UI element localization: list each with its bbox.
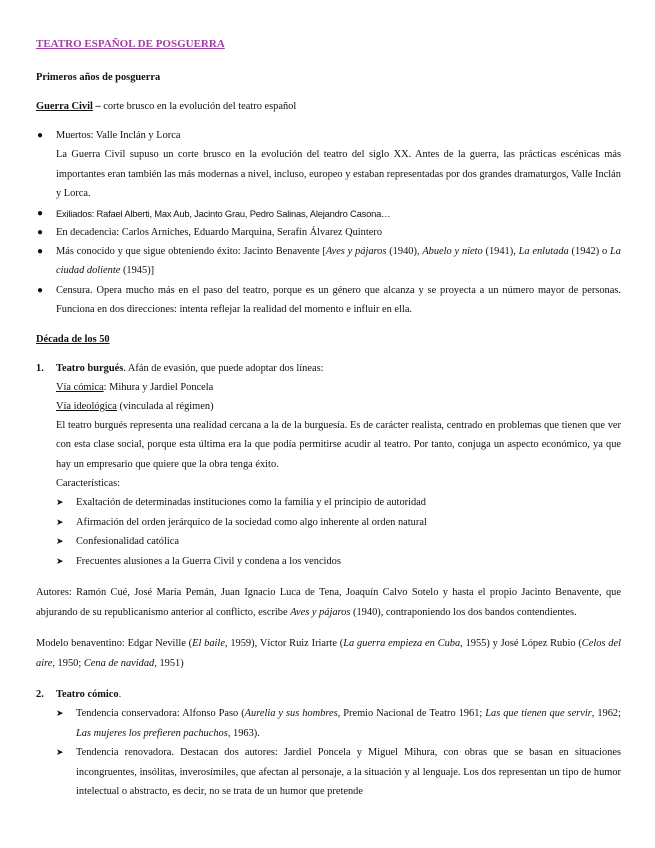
bullet-item-censura xyxy=(36,281,621,320)
bullet-item-benavente xyxy=(36,242,621,281)
posguerra-bullet-list xyxy=(36,126,621,320)
item-number: 2. xyxy=(36,689,44,700)
bullet-item-exiliados xyxy=(36,204,621,223)
arrow-bullet-icon: ➤ xyxy=(56,536,64,546)
bullet-item-muertos xyxy=(36,126,621,204)
guerra-civil-line xyxy=(36,97,621,116)
caracteristicas-label: Características: xyxy=(56,478,121,489)
document-page xyxy=(36,30,621,802)
arrow-bullet-icon: ➤ xyxy=(56,516,64,527)
item-heading: Teatro burgués. Afán de evasión, que puede adoptar dos líneas: xyxy=(56,362,324,374)
arrow-bullet-icon: ➤ xyxy=(56,708,64,718)
guerra-civil-text: corte brusco en la evolución del teatro español xyxy=(103,101,297,112)
list-item: ➤ Confesionalidad católica xyxy=(56,532,621,552)
numbered-item-teatro-burgues xyxy=(36,359,621,494)
via-ideologica: Vía ideológica (vinculada al régimen) xyxy=(56,400,214,412)
bullet-item-decadencia xyxy=(36,223,621,242)
bullet-text: Más conocido y que sigue obteniendo éxito: Jacinto Benavente [Aves y pájaros (1940), Abuelo y nieto (1941), La enlutada (1942) o La ciudad doliente (1945)] xyxy=(56,245,622,276)
arrow-bullet-icon: ➤ xyxy=(56,555,64,566)
bullet-icon: ● xyxy=(37,245,44,257)
via-comica: Vía cómica: Mihura y Jardiel Poncela xyxy=(56,381,214,393)
bullet-icon: ● xyxy=(37,207,44,219)
bullet-icon: ● xyxy=(37,130,44,141)
guerra-civil-dash: – xyxy=(92,101,104,112)
bullet-text: En decadencia: Carlos Arniches, Eduardo Marquina, Serafín Álvarez Quintero xyxy=(56,226,383,238)
bullet-text: Censura. Opera mucho más en el paso del teatro, porque es un género que alcanza y se proyecta a un número mayor de personas. Funciona en dos direcciones: intenta reflejar la realidad del momento e influir en ella. xyxy=(56,284,621,315)
item-number: 1. xyxy=(36,362,44,374)
arrow-bullet-icon: ➤ xyxy=(56,747,64,757)
list-item: ➤ Afirmación del orden jerárquico de la sociedad como algo inherente al orden natural xyxy=(56,513,621,533)
bullet-text: Muertos: Valle Inclán y Lorca xyxy=(56,130,181,141)
arrow-bullet-icon: ➤ xyxy=(56,497,64,507)
document-title: TEATRO ESPAÑOL DE POSGUERRA xyxy=(36,38,225,50)
teatro-comico-list xyxy=(36,704,621,802)
autores-paragraph: Autores: Ramón Cué, José María Pemán, Juan Ignacio Luca de Tena, Joaquín Calvo Sotelo y hasta el propio Jacinto Benavente, que abjurando de su republicanismo anterior al conflicto, escribe Aves y pájaros (1940), contraponiendo los dos bandos contendientes. xyxy=(36,587,621,618)
bullet-icon: ● xyxy=(37,226,44,238)
item-heading: Teatro cómico. xyxy=(56,689,122,700)
list-item: ➤ Exaltación de determinadas instituciones como la familia y el principio de autoridad xyxy=(56,493,621,513)
list-item: ➤ Frecuentes alusiones a la Guerra Civil y condena a los vencidos xyxy=(56,552,621,572)
section-heading-posguerra: Primeros años de posguerra xyxy=(36,72,161,83)
numbered-item-teatro-comico xyxy=(36,685,621,704)
bullet-icon: ● xyxy=(37,284,44,296)
caracteristicas-list xyxy=(36,493,621,571)
section-heading-decada-50: Década de los 50 xyxy=(36,333,110,345)
list-item: ➤ Tendencia conservadora: Alfonso Paso (Aurelia y sus hombres, Premio Nacional de Teatro 1961; Las que tienen que servir, 1962; Las mujeres los prefieren pachuchos, 1963). xyxy=(56,704,621,743)
list-item: ➤ Tendencia renovadora. Destacan dos autores: Jardiel Poncela y Miguel Mihura, con obras que se basan en situaciones incongruentes, insólitas, inverosímiles, que afectan al personaje, a la situación y al lenguaje. Los dos representan un tipo de humor intelectual o abstracto, es decir, no se trata de un humor que pretende xyxy=(56,743,621,802)
modelo-benaventino-paragraph: Modelo benaventino: Edgar Neville (El baile, 1959), Víctor Ruiz Iriarte (La guerra empieza en Cuba, 1955) y José López Rubio (Celos del aire, 1950; Cena de navidad, 1951) xyxy=(36,638,621,669)
bullet-text: Exiliados: Rafael Alberti, Max Aub, Jacinto Grau, Pedro Salinas, Alejandro Casona… xyxy=(56,207,391,219)
bullet-body: La Guerra Civil supuso un corte brusco en la evolución del teatro del siglo XX. Antes de la guerra, las prácticas escénicas más importantes eran también las más modernas a nivel, incluso, europeo y estaban representadas por dos grandes dramaturgos, Valle Inclán y Lorca. xyxy=(56,149,621,199)
teatro-burgues-body: El teatro burgués representa una realidad cercana a la de la burguesía. Es de carácter realista, centrado en problemas que tienen que ver con esta clase social, porque esta última era la que podía permitirse acudir al teatro. Por tanto, conjuga un aspecto económico, ya que hay un empresario que quiere que la obra tenga éxito. xyxy=(56,419,621,470)
guerra-civil-label: Guerra Civil xyxy=(36,101,93,112)
